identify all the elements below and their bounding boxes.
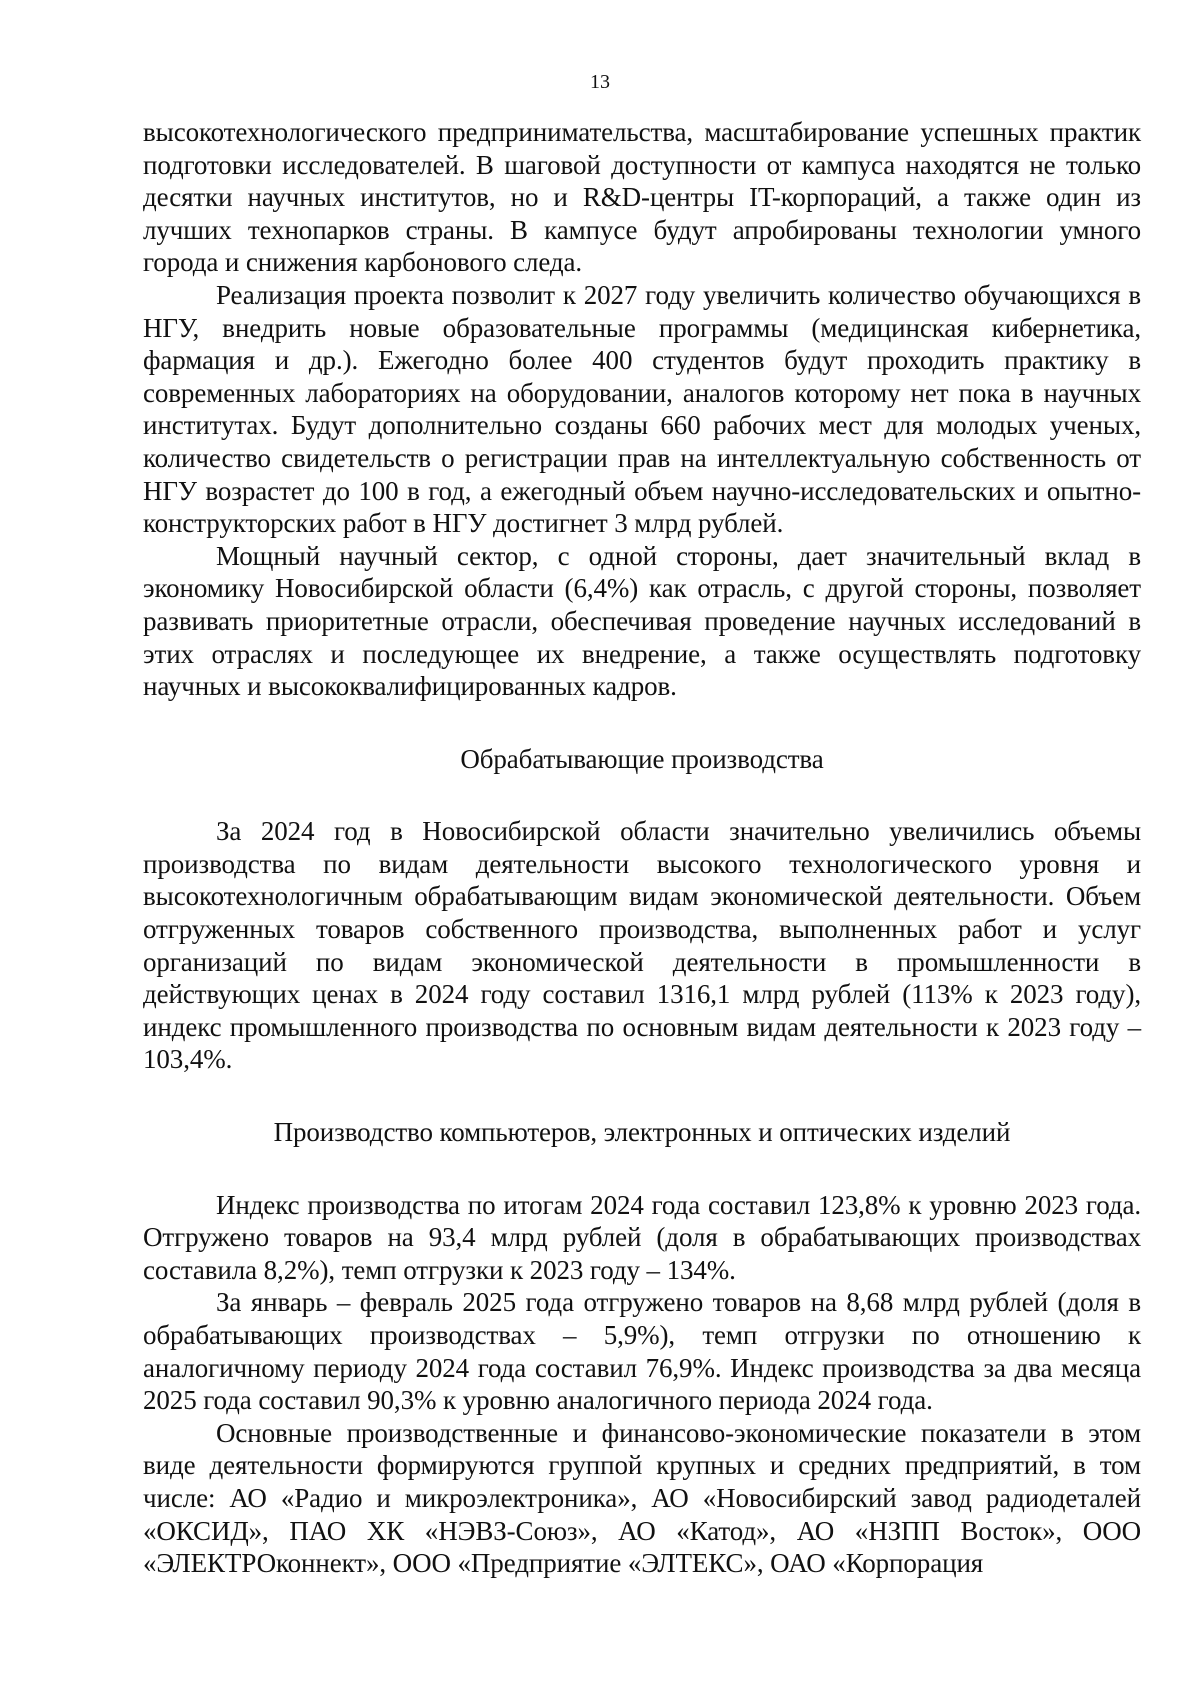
paragraph-manufacturing-2024: За 2024 год в Новосибирской области значительно увеличились объемы производства по видам деятельности высокого технологического уровня и высокотехнологичным обрабатывающим видам экономической деятельности. Объем отгруженных товаров собственного производства, выполненных работ и услуг организаций по видам экономической деятельности в промышленности в действующих ценах в 2024 году составил 1316,1 млрд рублей (113% к 2023 году), индекс промышленного производства по основным видам деятельности к 2023 году – 103,4%. <box>143 816 1141 1075</box>
paragraph-campus-continued: высокотехнологического предпринимательства, масштабирование успешных практик подготовки исследователей. В шаговой доступности от кампуса находятся не только десятки научных институтов, но и R&D-центры IT-корпораций, а также один из лучших технопарков страны. В кампусе будут апробированы технологии умного города и снижения карбонового следа. <box>143 117 1141 278</box>
paragraph-production-index-2024: Индекс производства по итогам 2024 года составил 123,8% к уровню 2023 года. Отгружено товаров на 93,4 млрд рублей (доля в обрабатывающих производствах составила 8,2%), темп отгрузки к 2023 году – 134%. <box>143 1189 1141 1285</box>
paragraph-project-results: Реализация проекта позволит к 2027 году увеличить количество обучающихся в НГУ, внедрить новые образовательные программы (медицинская кибернетика, фармация и др.). Ежегодно более 400 студентов будут проходить практику в современных лабораториях на оборудовании, аналогов которому нет пока в научных институтах. Будут дополнительно созданы 660 рабочих мест для молодых ученых, количество свидетельств о регистрации прав на интеллектуальную собственность от НГУ возрастет до 100 в год, а ежегодный объем научно-исследовательских и опытно-конструкторских работ в НГУ достигнет 3 млрд рублей. <box>143 279 1141 539</box>
document-body <box>143 116 1141 1580</box>
section-heading-manufacturing: Обрабатывающие производства <box>460 743 824 774</box>
paragraph-science-sector: Мощный научный сектор, с одной стороны, дает значительный вклад в экономику Новосибирской области (6,4%) как отрасль, с другой стороны, позволяет развивать приоритетные отрасли, обеспечивая проведение научных исследований в этих отраслях и последующее их внедрение, а также осуществлять подготовку научных и высококвалифицированных кадров. <box>143 540 1141 702</box>
paragraph-jan-feb-2025: За январь – февраль 2025 года отгружено товаров на 8,68 млрд рублей (доля в обрабатывающих производствах – 5,9%), темп отгрузки по отношению к аналогичному периоду 2024 года составил 76,9%. Индекс производства за два месяца 2025 года составил 90,3% к уровню аналогичного периода 2024 года. <box>143 1287 1141 1416</box>
paragraph-key-enterprises: Основные производственные и финансово-экономические показатели в этом виде деятельности формируются группой крупных и средних предприятий, в том числе: АО «Радио и микроэлектроника», АО «Новосибирский завод радиодеталей «ОКСИД», ПАО ХК «НЭВЗ-Союз», АО «Катод», АО «НЗПП Восток», ООО «ЭЛЕКТРОконнект», ООО «Предприятие «ЭЛТЕКС», ОАО «Корпорация <box>143 1417 1141 1579</box>
section-heading-computers: Производство компьютеров, электронных и оптических изделий <box>273 1117 1011 1148</box>
page-number: 13 <box>590 71 610 93</box>
